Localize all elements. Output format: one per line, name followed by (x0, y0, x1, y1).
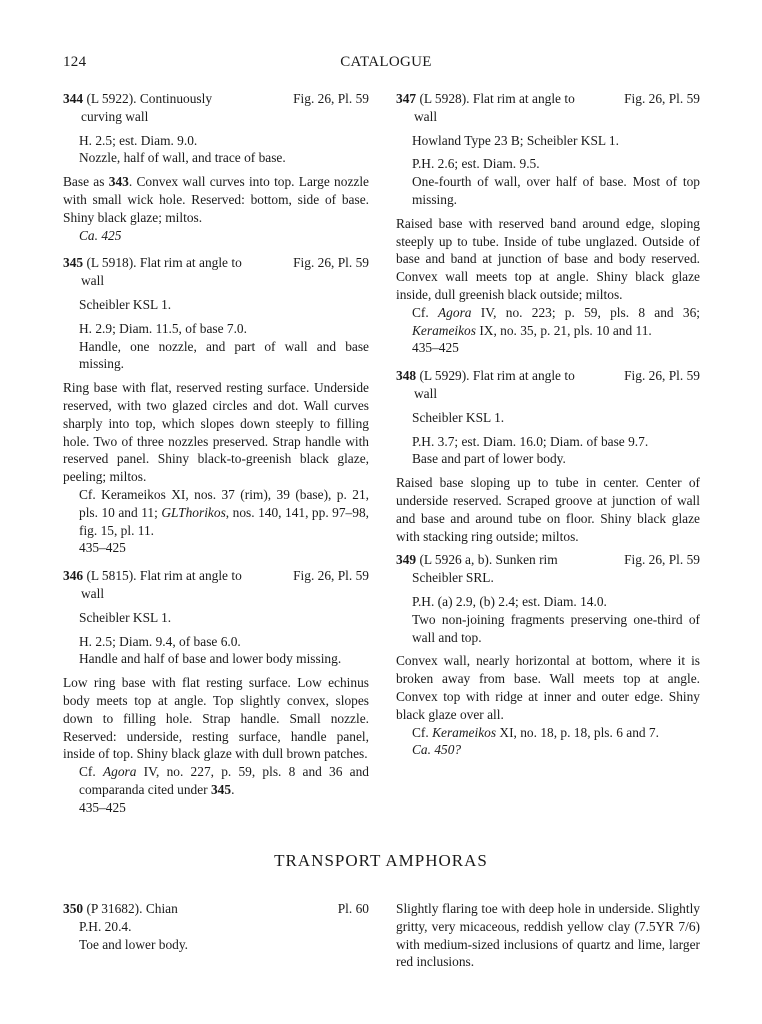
entry-345 (63, 254, 369, 557)
entry-heading: (L 5922). Continuously (83, 91, 213, 106)
dimensions: P.H. (a) 2.9, (b) 2.4; est. Diam. 14.0. (412, 593, 607, 609)
date: 435–425 (79, 799, 126, 815)
type-reference: Howland Type 23 B; Scheibler KSL 1. (412, 132, 619, 148)
date: 435–425 (412, 340, 459, 356)
entry-heading: (L 5928). Flat rim at angle to (416, 91, 575, 106)
dimensions: P.H. 3.7; est. Diam. 16.0; Diam. of base 9.7. (412, 433, 649, 449)
type-reference: Scheibler KSL 1. (79, 296, 172, 312)
preservation: Handle and half of base and lower body missing. (79, 651, 342, 667)
entry-heading-cont: wall (414, 385, 438, 401)
figure-reference: Fig. 26, Pl. 59 (624, 91, 700, 106)
entry-heading-cont: wall (81, 585, 105, 601)
dimensions: H. 2.5; est. Diam. 9.0. (79, 132, 198, 148)
entry-heading-cont: curving wall (81, 108, 149, 124)
entry-350-description (396, 900, 700, 971)
running-title: CATALOGUE (340, 54, 432, 70)
description: Slightly flaring toe with deep hole in underside. Slightly gritty, very micaceous, reddish yellow clay (7.5YR 7/6) with medium-sized inclusions of quartz and lime, larger red inclusions. (396, 901, 700, 970)
type-reference: Scheibler SRL. (412, 570, 494, 586)
entry-348 (396, 367, 700, 545)
figure-reference: Fig. 26, Pl. 59 (293, 255, 369, 271)
dimensions: P.H. 20.4. (79, 918, 132, 934)
entry-number: 350 (63, 901, 84, 916)
entry-number: 348 (396, 368, 417, 384)
section-title: TRANSPORT AMPHORAS (274, 851, 488, 870)
entry-heading-cont: wall (81, 273, 105, 289)
entry-number: 349 (396, 552, 417, 568)
figure-reference: Fig. 26, Pl. 59 (293, 568, 369, 584)
date: Ca. 450? (412, 742, 462, 758)
date: 435–425 (79, 540, 126, 556)
entry-344 (63, 90, 369, 244)
type-reference: Scheibler KSL 1. (79, 609, 172, 625)
description: Ring base with flat, reserved resting surface. Underside reserved, with two glazed circles and dot. Wall curves sharply into top, which slopes down steeply to filling hole. Two of three nozzles preserved. Strap handle with reserved panel. Shiny black-to-greenish black glaze, peeling; miltos. (63, 380, 369, 485)
preservation: Handle, one nozzle, and part of wall and base missing. (79, 338, 369, 372)
preservation: Two non-joining fragments preserving one-third of wall and top. (412, 611, 700, 645)
description: Convex wall, nearly horizontal at bottom, where it is broken away from base. Wall meets top at angle. Convex top with ridge at inner and outer edge. Shiny black glaze over all. (396, 653, 700, 722)
type-reference: Scheibler KSL 1. (412, 409, 505, 425)
preservation: Nozzle, half of wall, and trace of base. (79, 150, 286, 166)
right-column (396, 90, 700, 759)
dimensions: P.H. 2.6; est. Diam. 9.5. (412, 156, 540, 172)
entry-number: 347 (396, 91, 417, 106)
comparanda: Cf. Kerameikos XI, nos. 37 (rim), 39 (base), p. 21, pls. 10 and 11; GLThorikos, nos. 140, 141, pp. 97–98, fig. 15, pl. 11. (79, 486, 369, 538)
description: Base as 343. Convex wall curves into top. Large nozzle with small wick hole. Reserved: bottom, side of base. Shiny black glaze; miltos. (63, 174, 369, 225)
entry-number: 345 (63, 255, 84, 271)
entry-heading: (L 5929). Flat rim at angle to (416, 368, 575, 384)
description: Raised base sloping up to tube in center. Center of underside reserved. Scraped groove at junction of wall and base and around tube on floor. Shiny black glaze with stacking ring outside; miltos. (396, 475, 700, 544)
comparanda: Cf. Agora IV, no. 223; p. 59, pls. 8 and 36; Kerameikos IX, no. 35, p. 21, pls. 10 and 11. (412, 304, 700, 338)
dimensions: H. 2.5; Diam. 9.4, of base 6.0. (79, 633, 241, 649)
description: Raised base with reserved band around edge, sloping steeply up to tube. Inside of tube unglazed. Outside of base and band at junction of base and body reserved. Convex wall meets top at angle. Shiny black glaze inside, dull greenish black outside; miltos. (396, 215, 700, 302)
preservation: One-fourth of wall, over half of base. Most of top missing. (412, 174, 700, 207)
comparanda: Cf. Agora IV, no. 227, p. 59, pls. 8 and 36 and comparanda cited under 345. (79, 764, 369, 797)
preservation: Toe and lower body. (79, 936, 189, 952)
description: Low ring base with flat resting surface. Low echinus body meets top at angle. Top slightly convex, slopes down to filling hole. Strap handle. Small nozzle. Reserved: underside, resting surface, handle panel, inside of top. Shiny black glaze with dull brown patches. (63, 675, 369, 762)
entry-heading: (L 5815). Flat rim at angle to (83, 568, 242, 584)
entry-heading: (P 31682). Chian (83, 901, 178, 916)
figure-reference: Fig. 26, Pl. 59 (624, 552, 700, 568)
date: Ca. 425 (79, 227, 122, 243)
entry-349 (396, 551, 700, 759)
plate-reference: Pl. 60 (337, 901, 369, 916)
entry-number: 346 (63, 568, 84, 584)
entry-heading-cont: wall (414, 108, 438, 124)
entry-347 (396, 90, 700, 357)
left-column (63, 90, 369, 816)
dimensions: H. 2.9; Diam. 11.5, of base 7.0. (79, 320, 247, 336)
comparanda: Cf. Kerameikos XI, no. 18, p. 18, pls. 6 and 7. (412, 724, 659, 740)
preservation: Base and part of lower body. (412, 451, 566, 467)
entry-heading: (L 5926 a, b). Sunken rim (416, 552, 558, 568)
entry-350 (63, 900, 369, 953)
entry-heading: (L 5918). Flat rim at angle to (83, 255, 242, 271)
entry-346 (63, 567, 369, 816)
figure-reference: Fig. 26, Pl. 59 (293, 91, 369, 106)
page-number: 124 (63, 54, 87, 70)
figure-reference: Fig. 26, Pl. 59 (624, 368, 700, 384)
entry-number: 344 (63, 91, 84, 106)
